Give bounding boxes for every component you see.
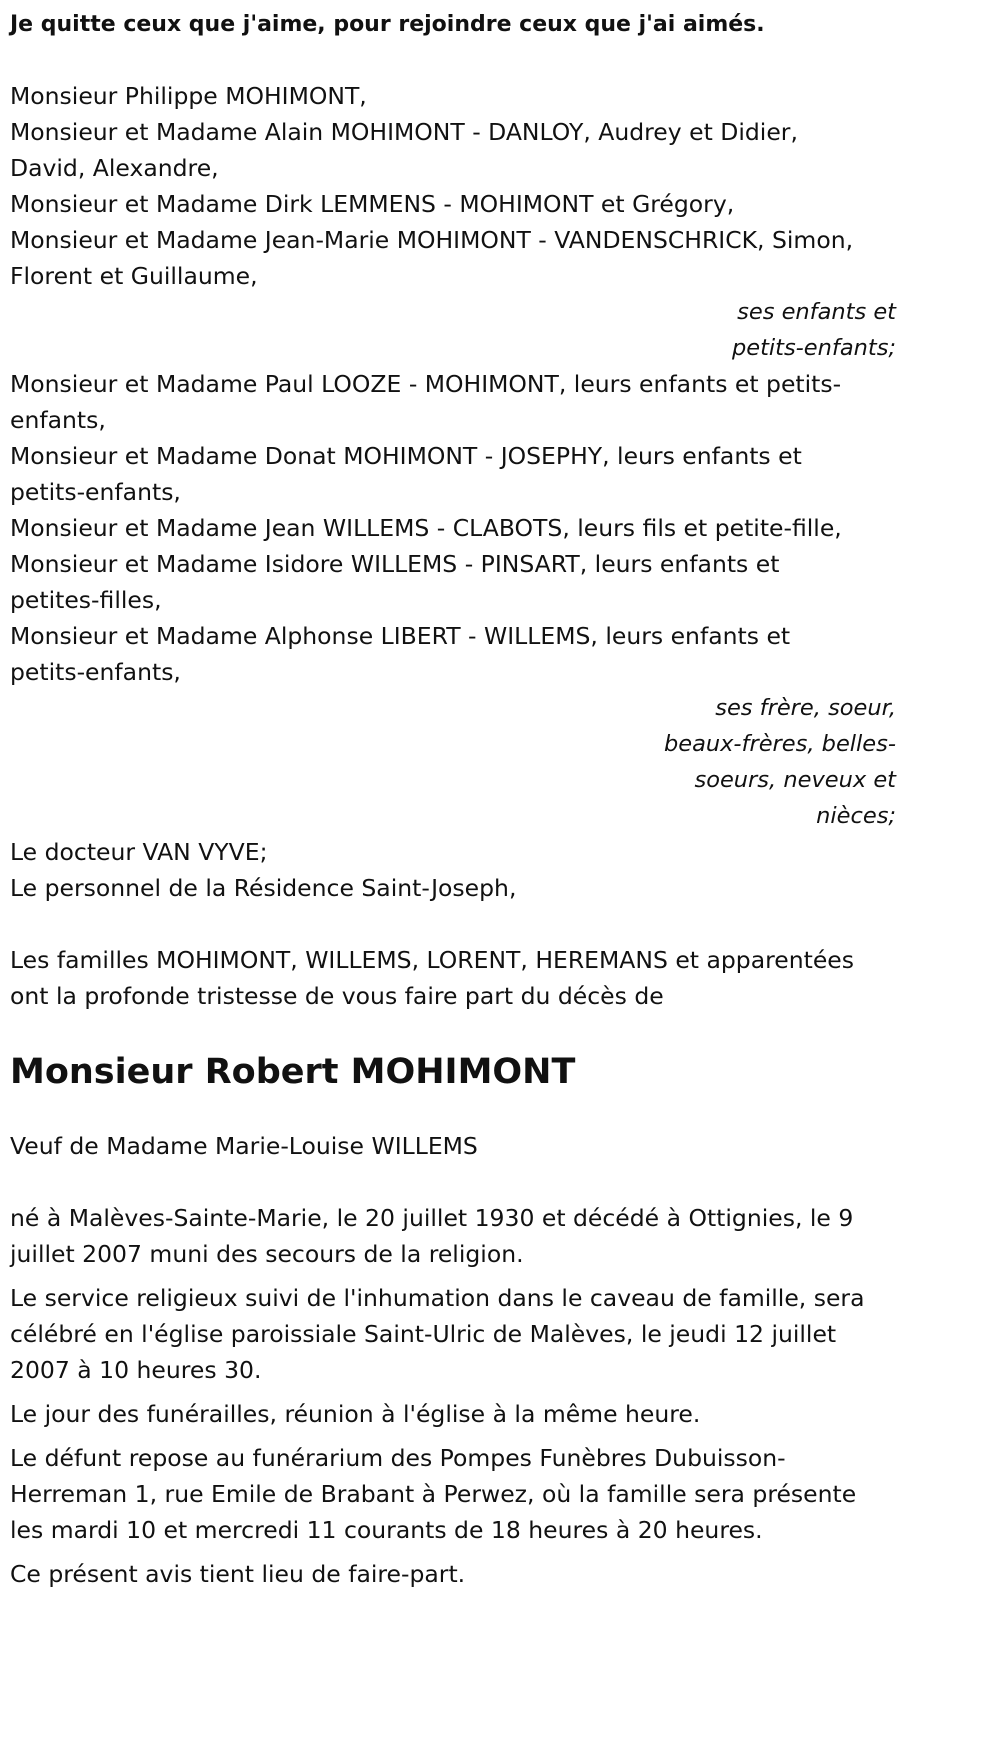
service-paragraph (10, 1280, 896, 1388)
family-line: petits-enfants, (10, 658, 181, 686)
paragraph-line: 2007 à 10 heures 30. (10, 1356, 262, 1384)
family-line: Monsieur et Madame Jean-Marie MOHIMONT - VANDENSCHRICK, Simon, (10, 226, 854, 254)
family-line: Monsieur et Madame Donat MOHIMONT - JOSEPHY, leurs enfants et (10, 442, 802, 470)
paragraph-line: Le service religieux suivi de l'inhumation dans le caveau de famille, sera (10, 1284, 865, 1312)
paragraph-line: célébré en l'église paroissiale Saint-Ulric de Malèves, le jeudi 12 juillet (10, 1320, 837, 1348)
role-siblings (10, 690, 896, 834)
viewing-paragraph (10, 1440, 896, 1548)
family-line: Monsieur et Madame Paul LOOZE - MOHIMONT, leurs enfants et petits- (10, 370, 842, 398)
family-line: Monsieur et Madame Dirk LEMMENS - MOHIMONT et Grégory, (10, 190, 735, 218)
family-line: enfants, (10, 406, 106, 434)
siblings-group (10, 366, 896, 690)
paragraph-line: Ce présent avis tient lieu de faire-part. (10, 1560, 466, 1588)
family-line: Monsieur et Madame Alain MOHIMONT - DANLOY, Audrey et Didier, (10, 118, 798, 146)
role-line: beaux-frères, belles- (663, 731, 896, 757)
role-line: ses frère, soeur, (715, 695, 896, 721)
role-line: petits-enfants; (731, 335, 896, 361)
family-line: Monsieur et Madame Jean WILLEMS - CLABOTS, leurs fils et petite-fille, (10, 514, 842, 542)
paragraph-line: Le jour des funérailles, réunion à l'église à la même heure. (10, 1400, 701, 1428)
role-line: soeurs, neveux et (694, 767, 896, 793)
role-children (10, 294, 896, 366)
role-line: nièces; (816, 803, 896, 829)
birth-death-paragraph (10, 1200, 896, 1272)
announcement-line: ont la profonde tristesse de vous faire part du décès de (10, 982, 664, 1010)
family-line: David, Alexandre, (10, 154, 219, 182)
announcement-line: Les familles MOHIMONT, WILLEMS, LORENT, HEREMANS et apparentées (10, 946, 854, 974)
announcement (10, 942, 896, 1014)
family-line: Le personnel de la Résidence Saint-Joseph, (10, 874, 517, 902)
paragraph-line: juillet 2007 muni des secours de la religion. (10, 1240, 524, 1268)
paragraph-line: Le défunt repose au funérarium des Pompes Funèbres Dubuisson- (10, 1444, 786, 1472)
children-group (10, 78, 896, 294)
notice-paragraph (10, 1556, 896, 1592)
family-line: Le docteur VAN VYVE; (10, 838, 268, 866)
family-line: petites-filles, (10, 586, 162, 614)
paragraph-line: né à Malèves-Sainte-Marie, le 20 juillet 1930 et décédé à Ottignies, le 9 (10, 1204, 854, 1232)
family-line: petits-enfants, (10, 478, 181, 506)
others-group (10, 834, 896, 906)
epigraph: Je quitte ceux que j'aime, pour rejoindre ceux que j'ai aimés. (10, 12, 765, 37)
family-line: Monsieur et Madame Alphonse LIBERT - WILLEMS, leurs enfants et (10, 622, 791, 650)
role-line: ses enfants et (737, 299, 896, 325)
paragraph-line: les mardi 10 et mercredi 11 courants de 18 heures à 20 heures. (10, 1516, 763, 1544)
widow-of: Veuf de Madame Marie-Louise WILLEMS (10, 1132, 478, 1160)
deceased-name: Monsieur Robert MOHIMONT (10, 1052, 576, 1092)
family-line: Monsieur Philippe MOHIMONT, (10, 82, 367, 110)
meeting-paragraph (10, 1396, 896, 1432)
family-line: Monsieur et Madame Isidore WILLEMS - PINSART, leurs enfants et (10, 550, 780, 578)
family-line: Florent et Guillaume, (10, 262, 258, 290)
paragraph-line: Herreman 1, rue Emile de Brabant à Perwez, où la famille sera présente (10, 1480, 857, 1508)
